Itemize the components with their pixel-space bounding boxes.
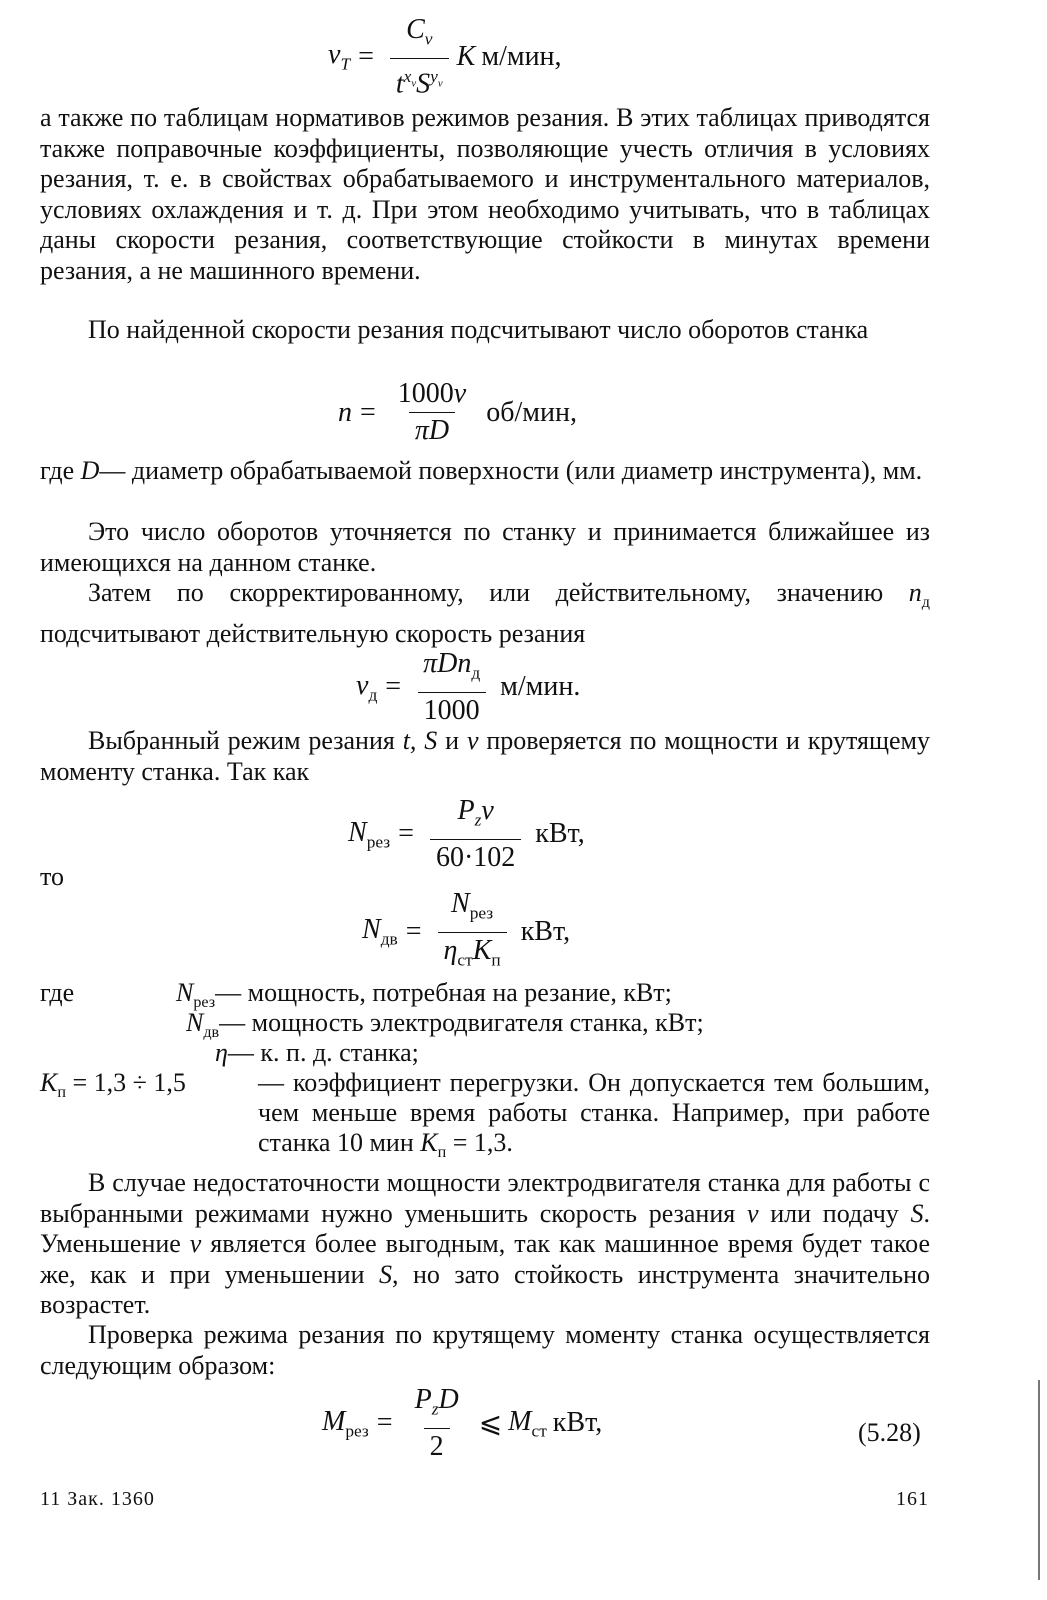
definition-kp-label: $K_п = 1,3 \div 1,5$ — [40, 1068, 186, 1102]
formula-vd: $v_д$ = $\frac{\pi Dn_д}{1000}$ м/мин. — [356, 648, 581, 726]
formula-mrez: $M_{рез}$ = $\frac{P_zD}{2}$ ⩽ $M_{ст}$ кВт, — [322, 1384, 603, 1462]
page-edge-line — [1038, 1380, 1040, 1580]
paragraph-actual: Затем по скорректированному, или действительному, значению $n_д$ подсчитывают действительную скорость резания — [40, 578, 930, 648]
definition-eta: η— к. п. д. станка; — [215, 1038, 419, 1067]
formula-nrez: $N_{рез}$ = $\frac{P_zv}{60\cdot 102}$ кВт, — [348, 795, 585, 873]
paragraph-torque-check: Проверка режима резания по крутящему моменту станка осуществляется следующим образом: — [40, 1320, 930, 1380]
formula-ndv: $N_{дв}$ = $\frac{N_{рез}}{\eta_{ст}K_п}$ кВт, — [362, 888, 570, 976]
paragraph-rpm: По найденной скорости резания подсчитывают число оборотов станка — [88, 315, 869, 344]
paragraph-insufficient-power: В случае недостаточности мощности электродвигателя станка для работы с выбранными режимами нужно уменьшить скорость резания v или подачу S. Уменьшение v является более выгодным, так как машинное время будет такое же, как и при уменьшении S, но зато стойкость инструмента значительно возрастет. — [40, 1168, 931, 1319]
footer-order-number: 11 Зак. 1360 — [40, 1488, 155, 1510]
definitions-where: где — [40, 978, 75, 1007]
definition-ndv: $N_{дв}—$ мощность электродвигателя станка, кВт; — [186, 1008, 704, 1042]
definition-nrez: $N_{рез}—$ мощность, потребная на резание, кВт; — [176, 978, 672, 1012]
paragraph-check: Выбранный режим резания t, S и v проверяется по мощности и крутящему моменту станка. Так как — [40, 726, 930, 786]
page-number: 161 — [896, 1488, 929, 1510]
formula-vt: $v_T$ = $\frac{C_v}{t^{x_v}S^{y_v}}$ K м/мин, — [328, 14, 562, 99]
equation-number: (5.28) — [858, 1418, 921, 1447]
word-then: то — [40, 862, 65, 891]
paragraph-tables: а также по таблицам нормативов режимов резания. В этих таблицах приводятся также поправочные коэффициенты, позволяющие учесть отличия в условиях резания, т. е. в свойствах обрабатываемого и инструментального материалов, условиях охлаждения и т. д. При этом необходимо учитывать, что в таблицах даны скорости резания, соответствующие стойкости в минутах времени резания, а не машинного времени. — [40, 103, 930, 285]
paragraph-nearest: Это число оборотов уточняется по станку и принимается ближайшее из имеющихся на данном станке. — [40, 517, 930, 577]
definition-diameter: где D— диаметр обрабатываемой поверхности (или диаметр инструмента), мм. — [40, 456, 923, 485]
definition-kp-text: — коэффициент перегрузки. Он допускается тем большим, чем меньше время работы станка. Например, при работе станка 10 мин $K_п = 1,3$. — [258, 1068, 930, 1162]
formula-n: n = $\frac{1000v}{\pi D}$ об/мин, — [338, 378, 577, 446]
